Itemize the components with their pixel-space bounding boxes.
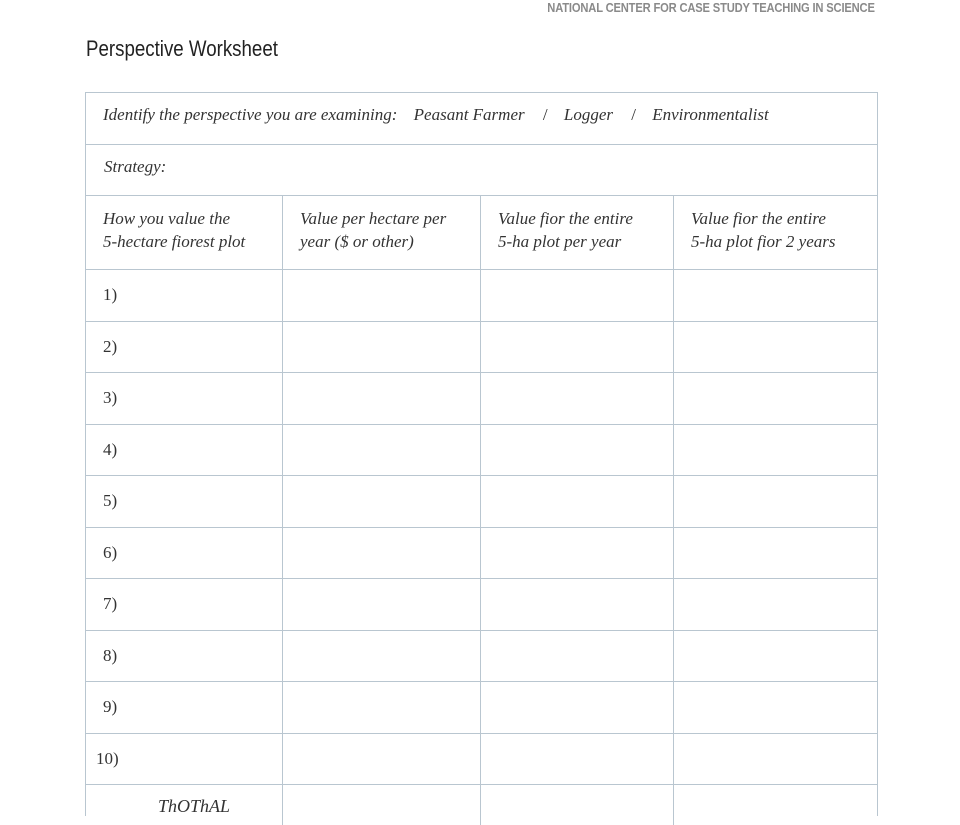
entry-cell[interactable] bbox=[283, 528, 481, 579]
row-number: 6) bbox=[86, 528, 283, 579]
entry-cell[interactable] bbox=[674, 528, 877, 579]
row-number: 3) bbox=[86, 373, 283, 424]
perspective-prompt: Identify the perspective you are examining: bbox=[103, 105, 398, 124]
total-cell[interactable] bbox=[674, 785, 877, 825]
page-title: Perspective Worksheet bbox=[86, 36, 278, 61]
table-body bbox=[86, 270, 877, 785]
strategy-label: Strategy: bbox=[104, 157, 167, 176]
row-number: 9) bbox=[86, 682, 283, 733]
entry-cell[interactable] bbox=[674, 631, 877, 682]
column-header-line: Value per hectare per bbox=[300, 209, 447, 228]
row-number: 8) bbox=[86, 631, 283, 682]
column-header-line: year ($ or other) bbox=[300, 232, 414, 251]
entry-cell[interactable] bbox=[283, 579, 481, 630]
entry-cell[interactable] bbox=[481, 631, 674, 682]
entry-cell[interactable] bbox=[283, 734, 481, 785]
table-total-row bbox=[86, 785, 877, 825]
column-header-plot-per-year bbox=[481, 196, 674, 269]
entry-cell[interactable] bbox=[674, 579, 877, 630]
row-number: 4) bbox=[86, 425, 283, 476]
entry-cell[interactable] bbox=[283, 322, 481, 373]
table-row bbox=[86, 373, 877, 425]
worksheet-table bbox=[85, 92, 878, 816]
entry-cell[interactable] bbox=[283, 476, 481, 527]
option-peasant-farmer[interactable]: Peasant Farmer bbox=[413, 105, 525, 124]
entry-cell[interactable] bbox=[674, 322, 877, 373]
row-number: 1) bbox=[86, 270, 283, 321]
column-header-line: 5-hectare fiorest plot bbox=[103, 232, 246, 251]
entry-cell[interactable] bbox=[283, 270, 481, 321]
column-header-line: How you value the bbox=[103, 209, 230, 228]
entry-cell[interactable] bbox=[283, 373, 481, 424]
total-cell[interactable] bbox=[283, 785, 481, 825]
total-label: ThOThAL bbox=[86, 785, 283, 825]
entry-cell[interactable] bbox=[481, 528, 674, 579]
entry-cell[interactable] bbox=[481, 476, 674, 527]
entry-cell[interactable] bbox=[674, 425, 877, 476]
table-header-row bbox=[86, 196, 877, 270]
perspective-row bbox=[86, 93, 877, 145]
table-row bbox=[86, 734, 877, 786]
table-row bbox=[86, 579, 877, 631]
column-header-line: 5-ha plot fior 2 years bbox=[691, 232, 836, 251]
table-row bbox=[86, 425, 877, 477]
table-row bbox=[86, 322, 877, 374]
entry-cell[interactable] bbox=[481, 270, 674, 321]
table-row bbox=[86, 476, 877, 528]
total-cell[interactable] bbox=[481, 785, 674, 825]
row-number: 7) bbox=[86, 579, 283, 630]
row-number: 2) bbox=[86, 322, 283, 373]
organization-header: NATIONAL CENTER FOR CASE STUDY TEACHING IN SCIENCE bbox=[547, 0, 875, 15]
entry-cell[interactable] bbox=[674, 476, 877, 527]
entry-cell[interactable] bbox=[481, 734, 674, 785]
entry-cell[interactable] bbox=[283, 631, 481, 682]
entry-cell[interactable] bbox=[481, 425, 674, 476]
entry-cell[interactable] bbox=[674, 682, 877, 733]
entry-cell[interactable] bbox=[674, 734, 877, 785]
option-logger[interactable]: Logger bbox=[563, 105, 613, 124]
entry-cell[interactable] bbox=[481, 373, 674, 424]
table-row bbox=[86, 528, 877, 580]
entry-cell[interactable] bbox=[481, 682, 674, 733]
column-header-value-method bbox=[86, 196, 283, 269]
option-environmentalist[interactable]: Environmentalist bbox=[652, 105, 769, 124]
option-separator: / bbox=[631, 105, 636, 124]
row-number: 5) bbox=[86, 476, 283, 527]
entry-cell[interactable] bbox=[481, 322, 674, 373]
row-number: 10) bbox=[86, 734, 283, 785]
column-header-line: 5-ha plot per year bbox=[498, 232, 622, 251]
option-separator: / bbox=[542, 105, 548, 124]
table-row bbox=[86, 631, 877, 683]
column-header-value-per-hectare bbox=[283, 196, 481, 269]
table-row bbox=[86, 270, 877, 322]
entry-cell[interactable] bbox=[674, 373, 877, 424]
column-header-line: Value fior the entire bbox=[691, 209, 826, 228]
table-row bbox=[86, 682, 877, 734]
entry-cell[interactable] bbox=[283, 682, 481, 733]
entry-cell[interactable] bbox=[674, 270, 877, 321]
entry-cell[interactable] bbox=[283, 425, 481, 476]
column-header-line: Value fior the entire bbox=[498, 209, 633, 228]
strategy-row[interactable] bbox=[86, 145, 877, 196]
entry-cell[interactable] bbox=[481, 579, 674, 630]
value-grid bbox=[86, 196, 877, 825]
column-header-plot-two-years bbox=[674, 196, 877, 269]
